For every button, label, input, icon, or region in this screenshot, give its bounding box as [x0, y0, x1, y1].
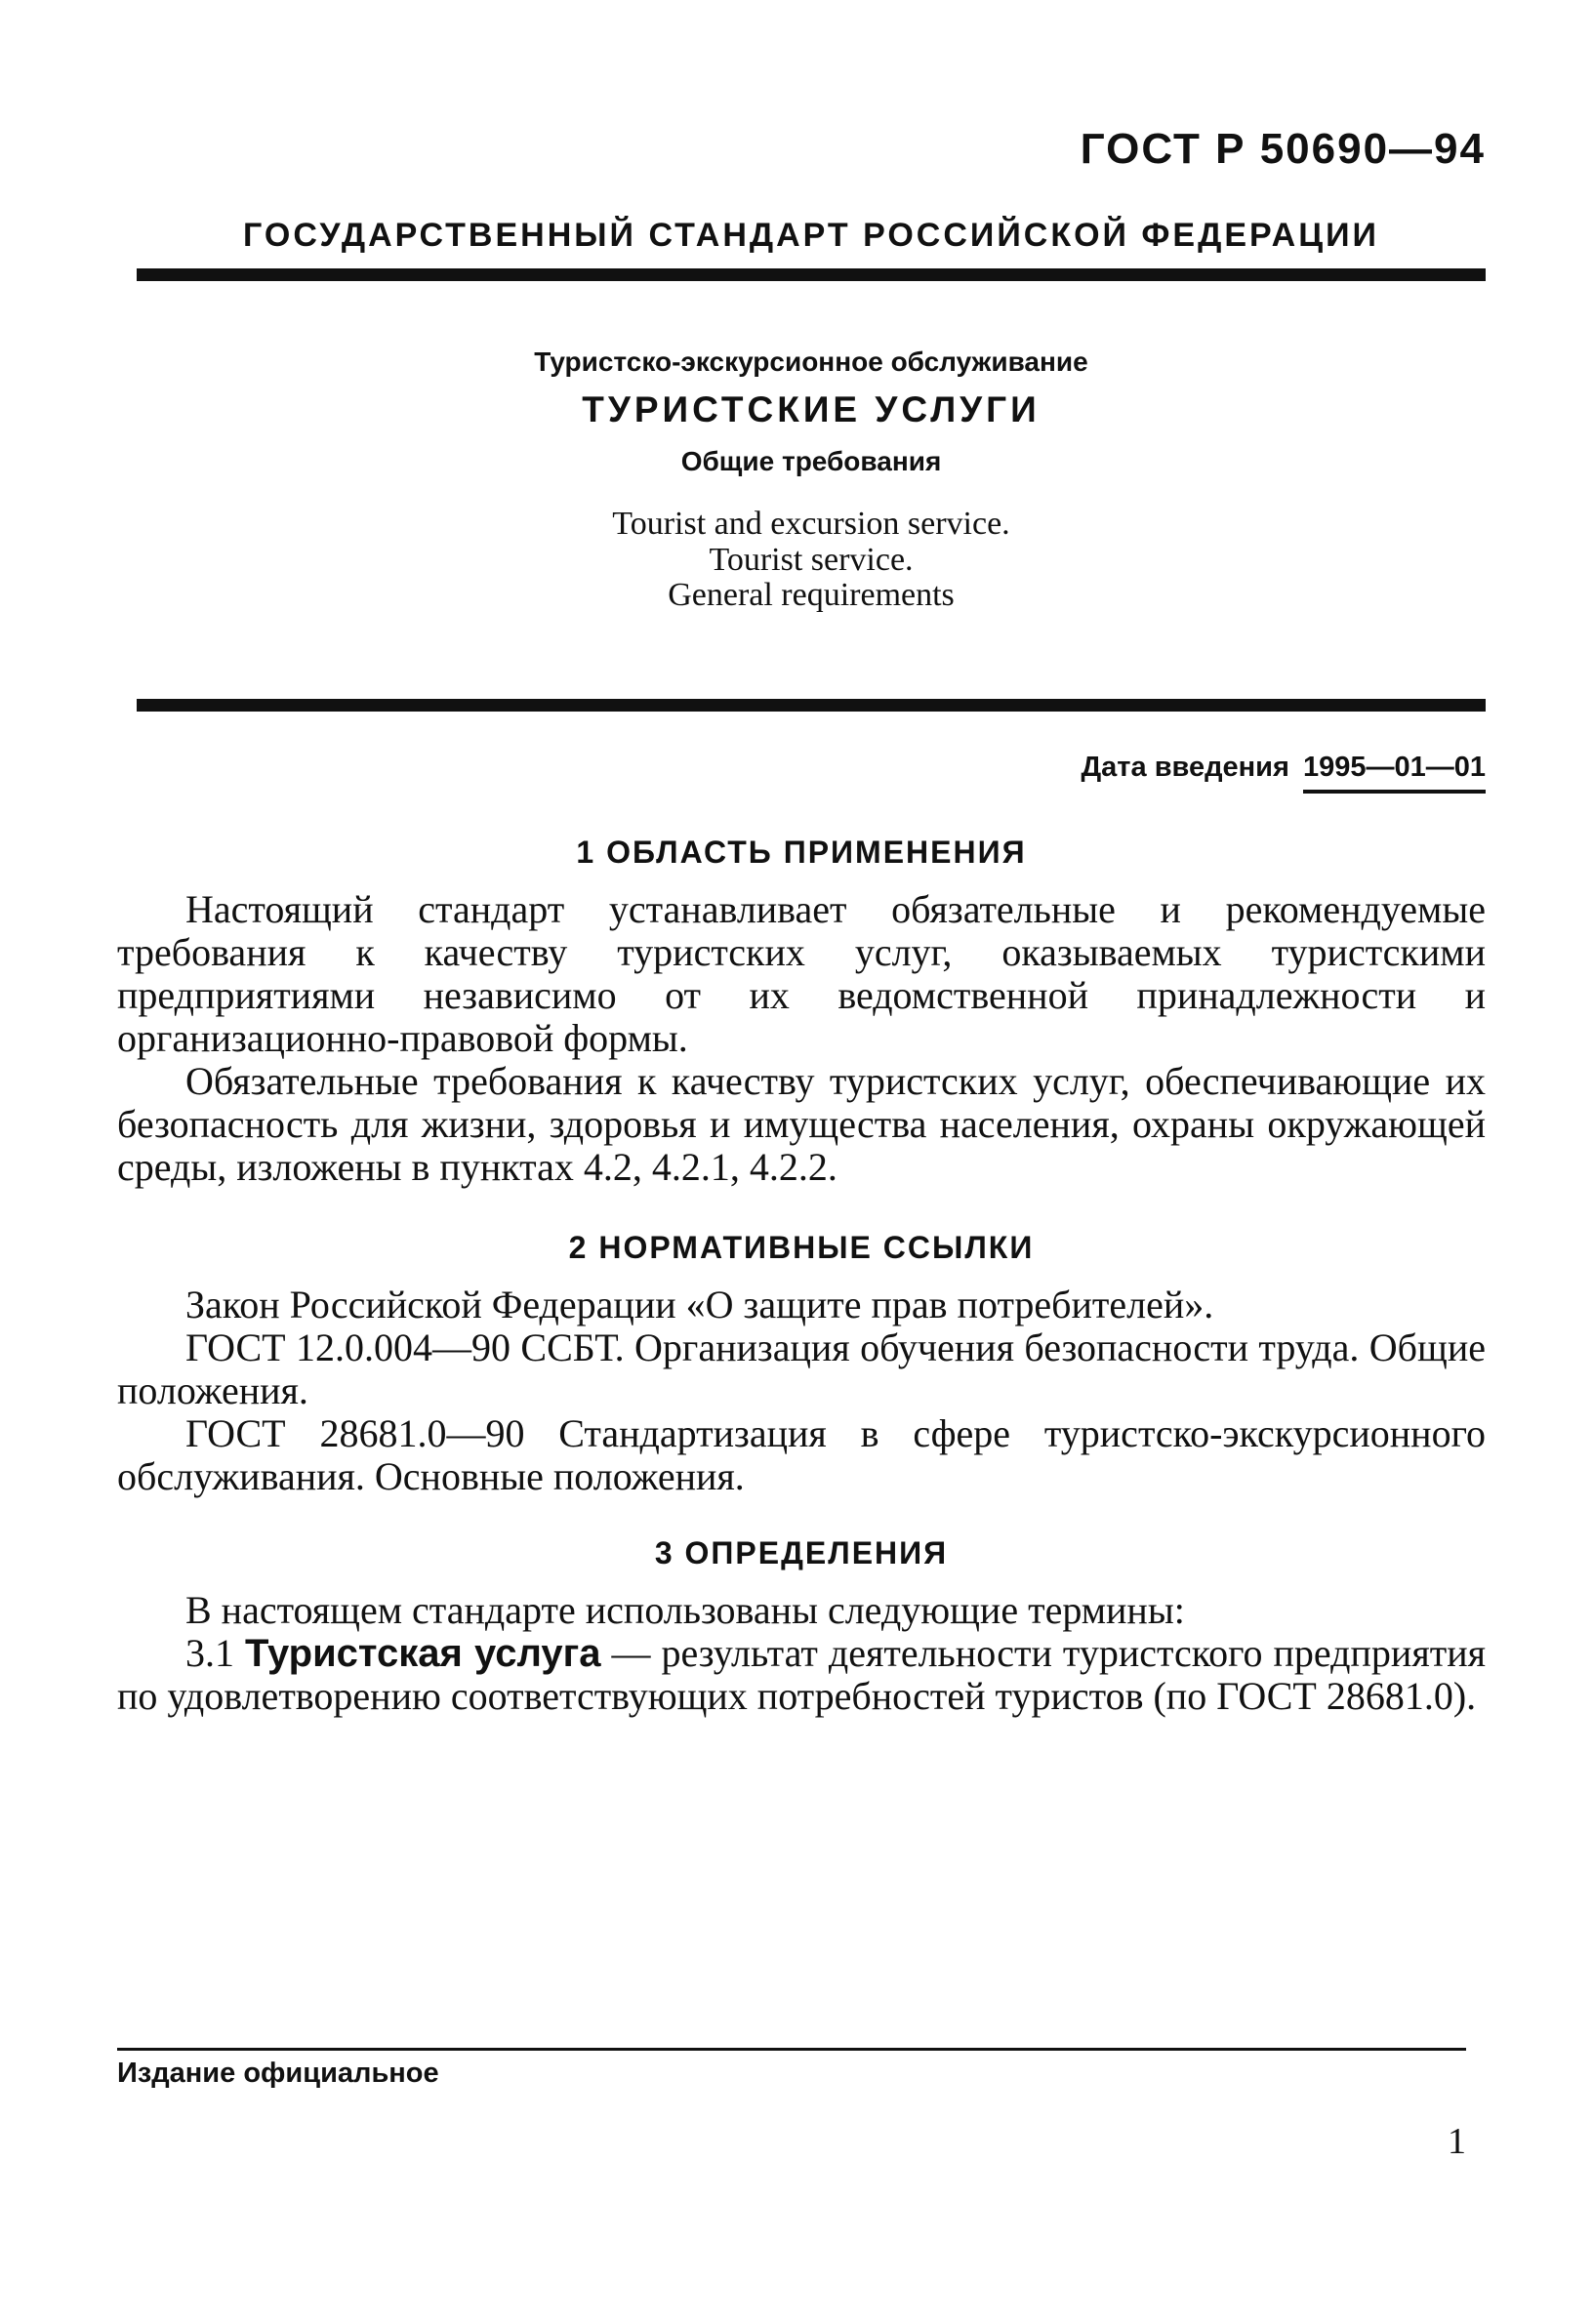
- main-title: ТУРИСТСКИЕ УСЛУГИ: [582, 389, 1041, 429]
- state-standard-heading: ГОСУДАРСТВЕННЫЙ СТАНДАРТ РОССИЙСКОЙ ФЕДЕРАЦИИ: [243, 217, 1379, 254]
- section-1-paragraph-2: Обязательные требования к качеству туристских услуг, обеспечивающие их безопасность для жизни, здоровья и имущества населения, охраны окружающей среды, изложены в пунктах 4.2, 4.2.1, 4.2.2.: [117, 1059, 1486, 1189]
- section-1-paragraph-1: Настоящий стандарт устанавливает обязательные и рекомендуемые требования к качеству туристских услуг, оказываемых туристскими предприятиями независимо от их ведомственной принадлежности и организационно-правовой формы.: [117, 887, 1486, 1060]
- term-number: 3.1: [185, 1631, 234, 1675]
- section-2-title: 2 НОРМАТИВНЫЕ ССЫЛКИ: [568, 1230, 1035, 1265]
- introduction-date-value: 1995—01—01: [1303, 752, 1486, 794]
- gost-code: ГОСТ Р 50690—94: [1080, 125, 1486, 173]
- section-3-title: 3 ОПРЕДЕЛЕНИЯ: [654, 1535, 949, 1570]
- spacer: [117, 1189, 1486, 1230]
- official-edition-label: Издание официальное: [117, 2058, 439, 2089]
- page-number: 1: [1448, 2121, 1466, 2162]
- section-3-paragraph-1: В настоящем стандарте использованы следующие термины:: [185, 1588, 1185, 1632]
- footer-divider: [117, 2048, 1466, 2051]
- subtitle-ru: Туристско-экскурсионное обслуживание: [534, 347, 1088, 377]
- requirements-ru: Общие требования: [680, 446, 942, 476]
- title-block: [137, 347, 1486, 614]
- middle-divider: [137, 699, 1486, 712]
- english-title-line-2: Tourist service.: [709, 541, 914, 578]
- introduction-date: [1082, 752, 1486, 794]
- introduction-date-label: Дата введения: [1081, 752, 1289, 783]
- term-name: Туристская услуга: [245, 1632, 601, 1675]
- section-1-title: 1 ОБЛАСТЬ ПРИМЕНЕНИЯ: [576, 835, 1027, 870]
- section-3-term-definition: [117, 1632, 1486, 1718]
- english-title-line-1: Tourist and excursion service.: [612, 506, 1010, 542]
- section-2-paragraph-1: Закон Российской Федерации «О защите прав потребителей».: [185, 1283, 1214, 1326]
- document-body: [117, 835, 1486, 1718]
- section-2-paragraph-3: ГОСТ 28681.0—90 Стандартизация в сфере туристско-экскурсионного обслуживания. Основные положения.: [117, 1411, 1486, 1498]
- term-definition: — результат деятельности туристского предприятия по удовлетворению соответствующих потребностей туристов (по ГОСТ 28681.0).: [117, 1631, 1487, 1718]
- english-title-line-3: General requirements: [668, 577, 955, 614]
- spacer: [117, 1498, 1486, 1535]
- top-divider: [137, 268, 1486, 281]
- section-2-paragraph-2: ГОСТ 12.0.004—90 ССБТ. Организация обучения безопасности труда. Общие положения.: [117, 1325, 1486, 1412]
